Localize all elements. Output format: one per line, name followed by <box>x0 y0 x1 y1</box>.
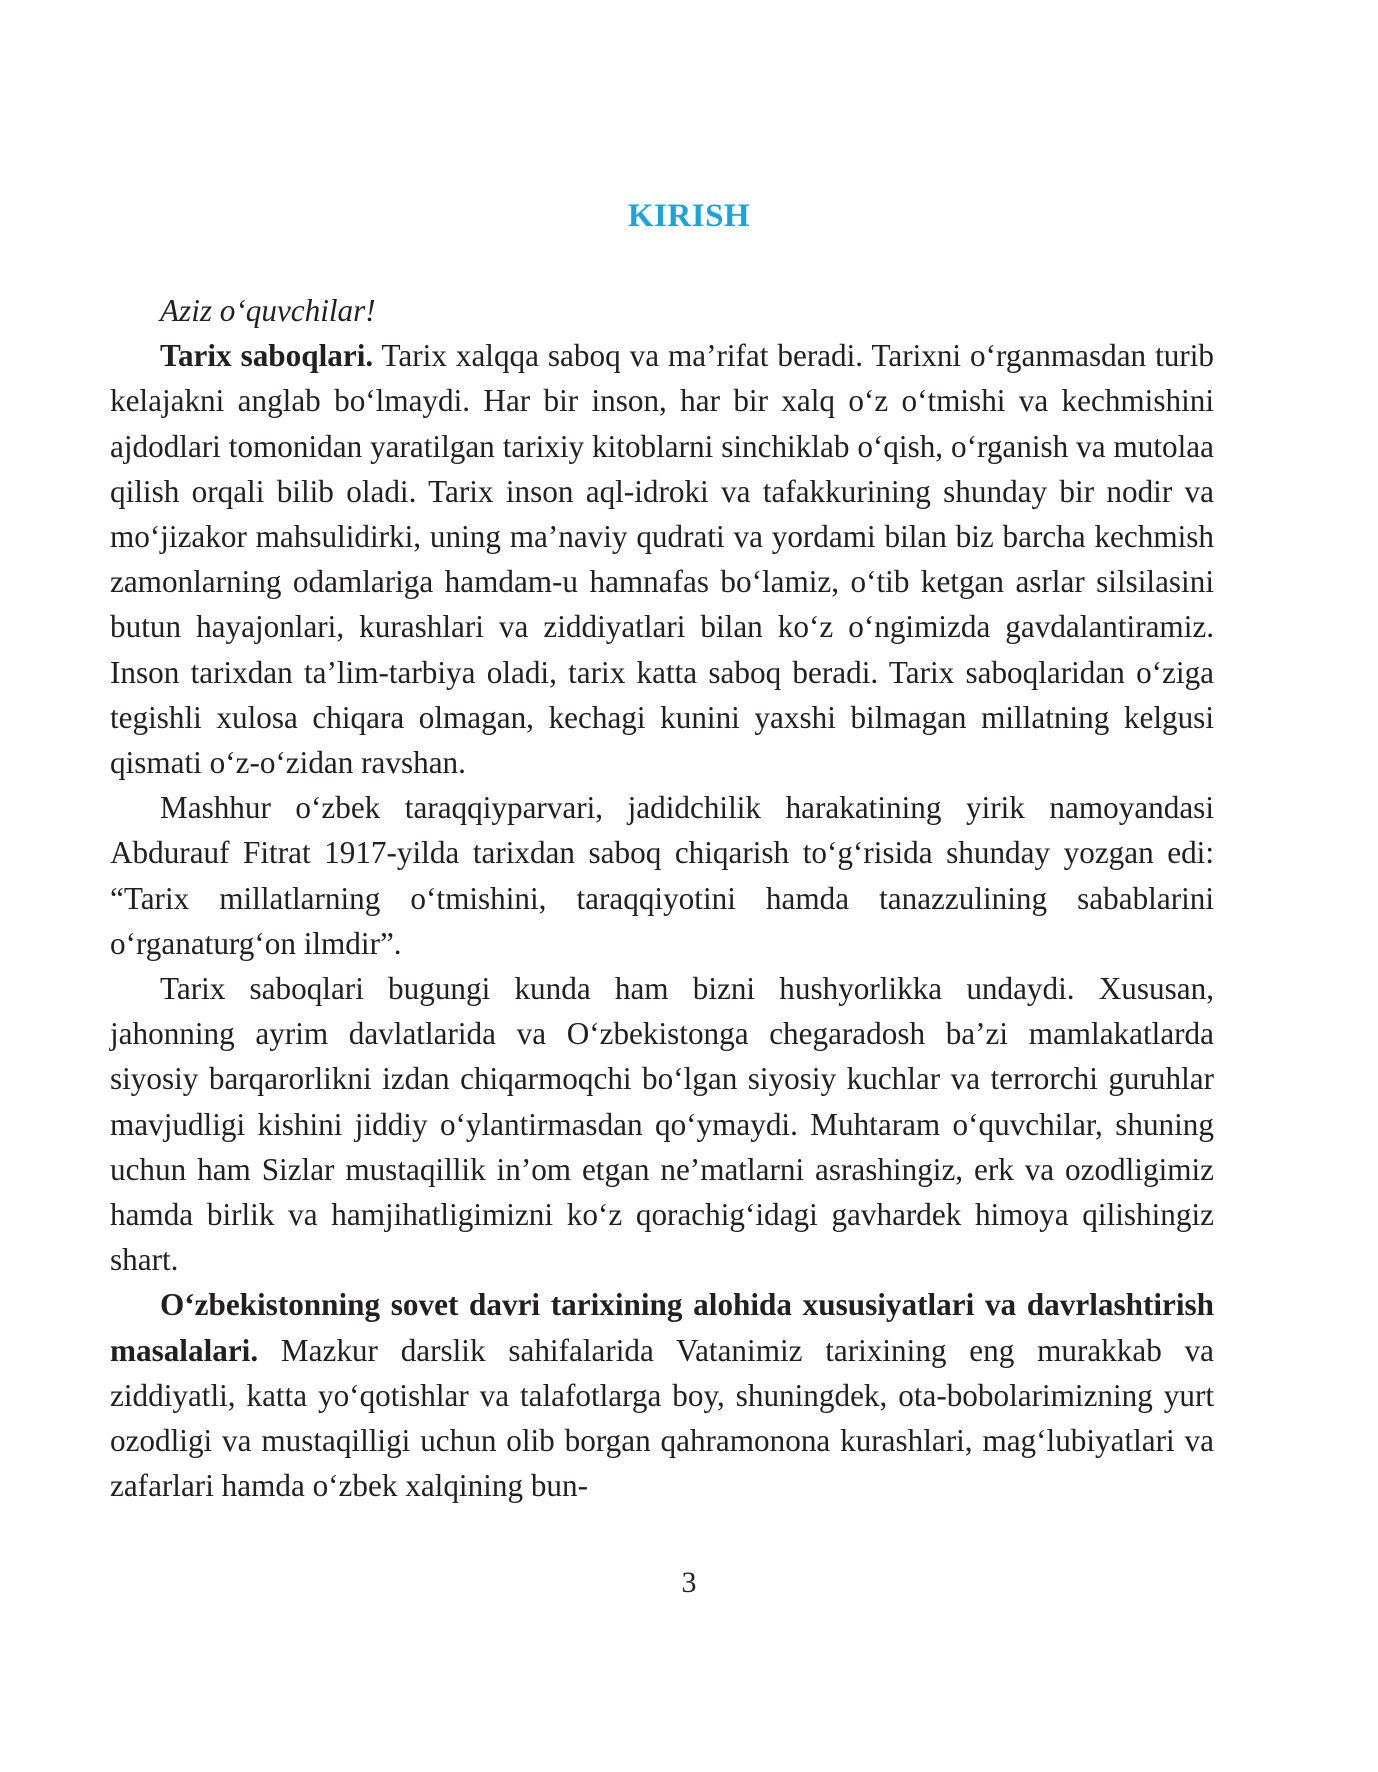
paragraph-lead: Tarix saboqlari. <box>160 338 374 374</box>
paragraph-sovet-davri <box>110 1282 1214 1508</box>
paragraph-text: Tarix xalqqa saboq va ma’rifat beradi. Tarixni o‘rganmasdan turib kelajakni anglab bo‘lmaydi. Har bir inson, har bir xalq o‘z o‘tmishi va kechmishini ajdodlari tomonidan yaratilgan tarixiy kitoblarni sinchiklab o‘qish, o‘rganish va mutolaa qilish orqali bilib oladi. Tarix inson aql-idroki va tafakkurining shunday bir nodir va mo‘jizakor mahsulidirki, uning ma’naviy qudrati va yordami bilan biz barcha kechmish zamonlarning odamlariga hamdam-u hamnafas bo‘lamiz, o‘tib ketgan asrlar silsilasini butun hayajonlari, kurashlari va ziddiyatlari bilan ko‘z o‘ngimizda gavdalantiramiz. Inson tarixdan ta’lim-tarbiya oladi, tarix katta saboq beradi. Tarix saboqlaridan o‘ziga tegishli xulosa chiqara olmagan, kechagi kunini yaxshi bilmagan millatning kelgusi qismati o‘z-o‘zidan ravshan. <box>110 338 1214 781</box>
paragraph-fitrat-quote <box>110 785 1214 966</box>
paragraph-tarix-saboqlari <box>110 333 1214 785</box>
paragraph-text: Tarix saboqlari bugungi kunda ham bizni hushyorlikka undaydi. Xususan, jahonning ayrim davlatlarida va O‘zbekistonga chegaradosh ba’zi mamlakatlarda siyosiy barqarorlikni izdan chiqarmoqchi bo‘lgan siyosiy kuchlar va terrorchi guruhlar mavjudligi kishini jiddiy o‘ylantirmasdan qo‘ymaydi. Muhtaram o‘quvchilar, shuning uchun ham Sizlar mustaqillik in’om etgan ne’matlarni asrashingiz, erk va ozodligimiz hamda birlik va hamjihatligimizni ko‘z qorachig‘idagi gavhardek himoya qilishingiz shart. <box>110 971 1214 1278</box>
paragraph-lead: O‘zbekistonning sovet davri tarixining alohida xususiyatlari va davrlashtirish masalalari. <box>110 1287 1214 1368</box>
page-title: KIRISH <box>627 198 751 234</box>
paragraph-text: Mazkur darslik sahifalarida Vatanimiz tarixining eng murakkab va ziddiyatli, katta yo‘qotishlar va talafotlarga boy, shuningdek, ota-bobolarimizning yurt ozodligi va mustaqilligi uchun olib borgan qahramonona kurashlari, mag‘lubiyatlari va zafarlari hamda o‘zbek xalqining bun- <box>110 1332 1215 1504</box>
page-number: 3 <box>681 1566 697 1599</box>
greeting: Aziz o‘quvchilar! <box>160 293 376 328</box>
body-text <box>110 288 1214 1508</box>
paragraph-hushyorlik <box>110 966 1214 1282</box>
paragraph-text: Mashhur o‘zbek taraqqiyparvari, jadidchilik harakatining yirik namoyandasi Abdurauf Fitrat 1917-yilda tarixdan saboq chiqarish to‘g‘risida shunday yozgan edi: “Tarix millatlarning o‘tmishini, taraqqiyotini hamda tanazzulining sabablarini o‘rganaturg‘on ilmdir”. <box>110 790 1214 961</box>
